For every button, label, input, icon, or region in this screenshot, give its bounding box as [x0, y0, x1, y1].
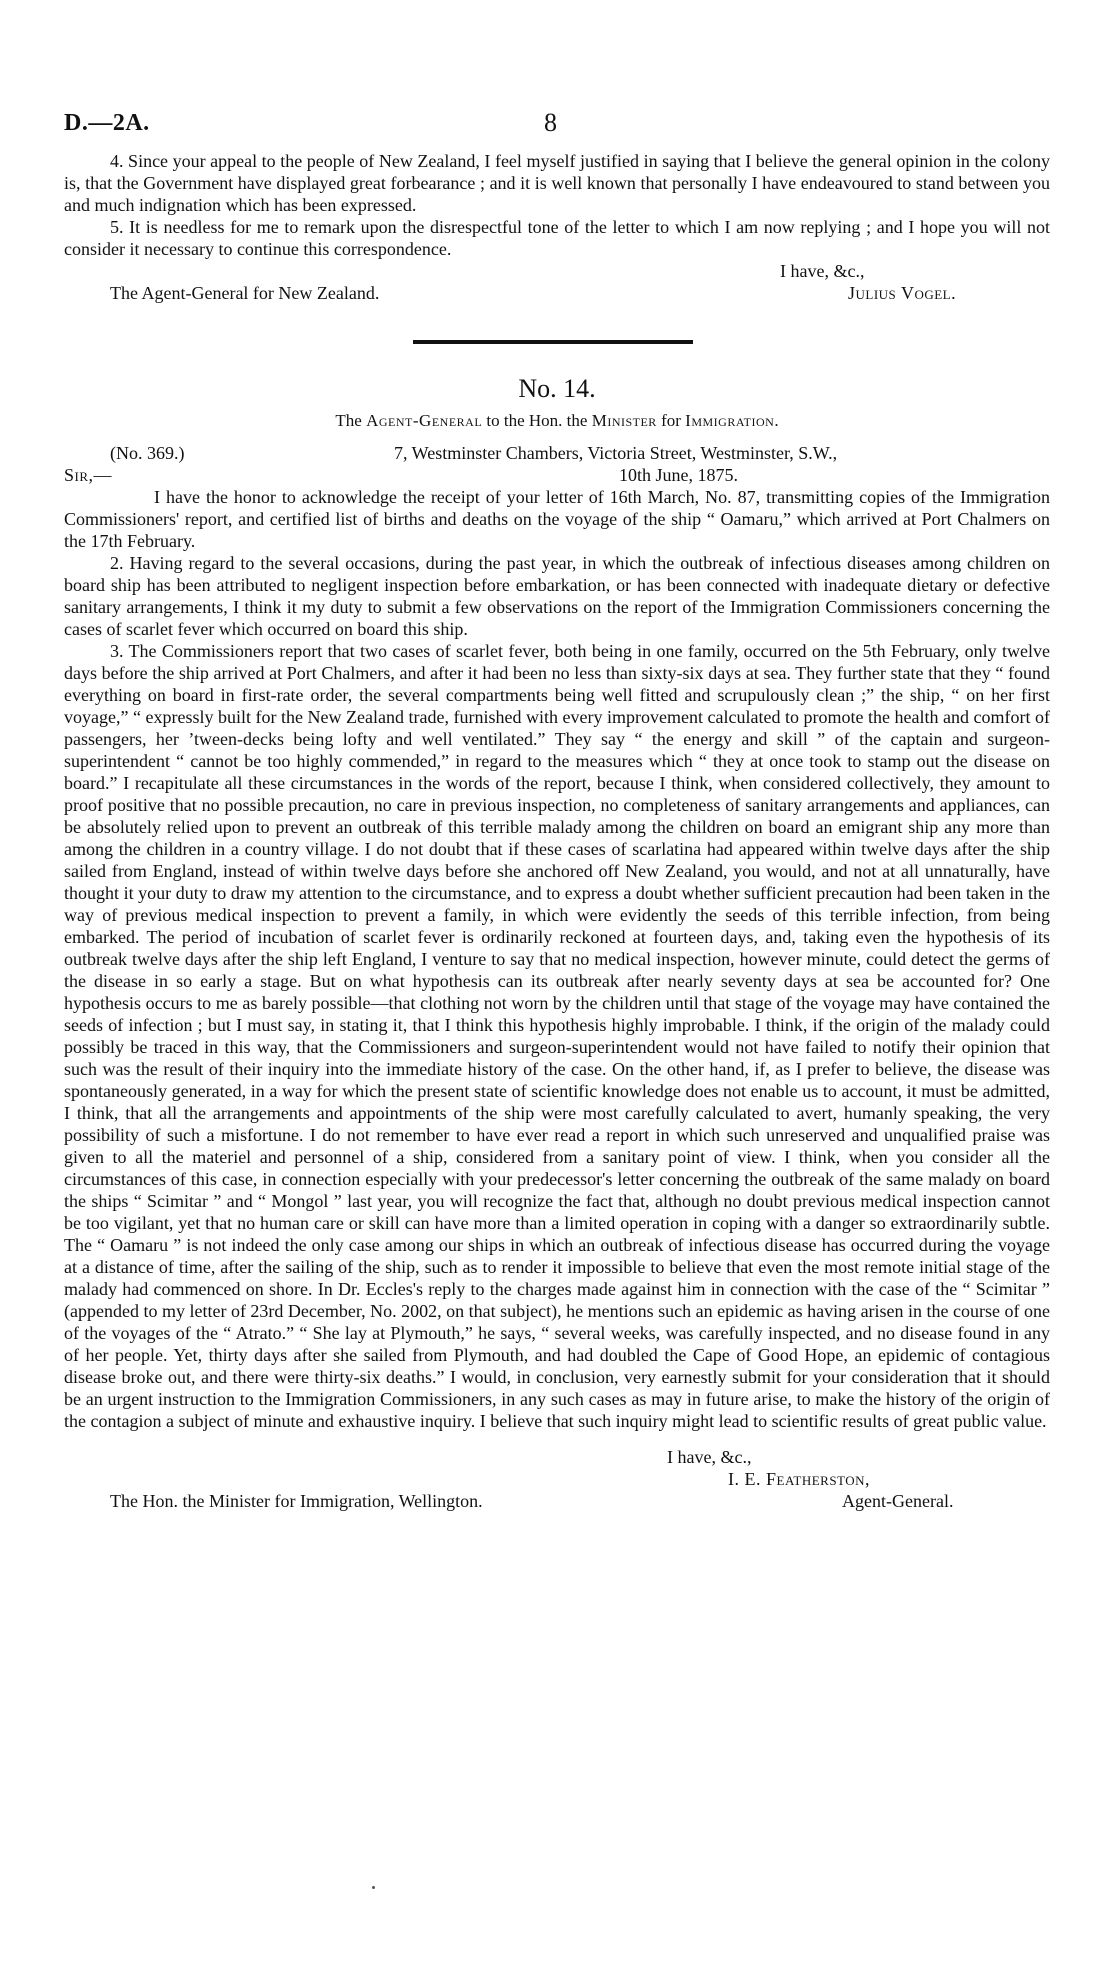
paragraph: 3. The Commissioners report that two cases of scarlet fever, both being in one family, occurred on the 5th February, only twelve days before the ship arrived at Port Chalmers, and after it had been no less than sixty-six days at sea. They further state that they “ found everything on board in first-rate order, the several compartments being well fitted and scrupulously clean ;” the ship, “ on her first voyage,” “ expressly built for the New Zealand trade, furnished with every improvement calculated to promote the health and comfort of passengers, her ’tween-decks being lofty and well ventilated.” They say “ the energy and skill ” of the captain and surgeon-superintendent “ cannot be too highly commended,” in regard to the measures which “ they at once took to stamp out the disease on board.” I recapitulate all these circumstances in the words of the report, because I think, when considered collectively, they amount to proof positive that no possible precaution, no care in previous inspection, no completeness of sanitary arrangements and appliances, can be absolutely relied upon to prevent an outbreak of this terrible malady among the children on board an emigrant ship any more than among the children in a country village. I do not doubt that if these cases of scarlatina had appeared within twelve days after the ship sailed from England, instead of within twelve days before she anchored off New Zealand, you would, and not at all unnaturally, have thought it your duty to draw my attention to the circumstance, and to express a doubt whether sufficient precaution had been taken in the way of previous medical inspection to prevent a family, in which were evidently the seeds of this terrible infection, from being embarked. The period of incubation of scarlet fever is ordinarily reckoned at fourteen days, and, taking even the hypothesis of its outbreak twelve days after the ship left England, I venture to say that no medical inspection, however minute, could detect the germs of the disease in so early a stage. But on what hypothesis can its outbreak after nearly seventy days at sea be accounted for? One hypothesis occurs to me as barely possible—that clothing not worn by the children until that stage of the voyage may have contained the seeds of infection ; but I must say, in stating it, that I think this hypothesis highly improbable. I think, if the origin of the malady could possibly be traced in this way, that the Commissioners and surgeon-superintendent would not have failed to notify their opinion that such was the result of their inquiry into the immediate history of the case. On the other hand, if, as I prefer to believe, the disease was spontaneously generated, in a way for which the present state of scientific knowledge does not enable us to account, it must be admitted, I think, that all the arrangements and appointments of the ship were most carefully calculated to avert, humanly speaking, the very possibility of such a misfortune. I do not remember to have ever read a report in which such unreserved and unqualified praise was given to all the materiel and personnel of a ship, considered from a sanitary point of view. I think, when you consider all the circumstances of this case, in connection especially with your predecessor's letter concerning the outbreak of the same malady on board the ships “ Scimitar ” and “ Mongol ” last year, you will recognize the fact that, although no doubt previous medical inspection cannot be too vigilant, yet that no human care or skill can have more than a limited operation in coping with a danger so extraordinarily subtle. The “ Oamaru ” is not indeed the only case among our ships in which an outbreak of infectious disease has occurred during the voyage at a distance of time, after the sailing of the ship, such as to render it impossible to believe that even the most remote initial stage of the malady had commenced on shore. In Dr. Eccles's reply to the charges made against him in connection with the case of the “ Scimitar ” (appended to my letter of 23rd December, No. 2002, on that subject), he mentions such an epidemic as having arisen in the course of one of the voyages of the “ Atrato.” “ She lay at Plymouth,” he says, “ several weeks, was carefully inspected, and no disease found in any of her people. Yet, thirty days after she sailed from Plymouth, and had doubled the Cape of Good Hope, an epidemic of contagious disease broke out, and there were thirty-six deaths.” I would, in conclusion, very earnestly submit for your consideration that it should be an urgent instruction to the Immigration Commissioners, in any such cases as may in future arise, to make the history of the origin of the contagion a subject of minute and exhaustive inquiry. I believe that such inquiry might lead to scientific results of great public value. [64, 641, 1050, 1431]
paragraph: 2. Having regard to the several occasions, during the past year, in which the outbreak of infectious diseases among children on board ship has been attributed to negligent inspection before embarkation, or has been connected with inadequate dietary or defective sanitary arrangements, I think it my duty to submit a few observations on the report of the Immigration Commissioners concerning the cases of scarlet fever which occurred on board this ship. [64, 553, 1050, 639]
heading-recipient: Minister [591, 411, 657, 430]
reference-row [64, 442, 1050, 464]
stray-mark [372, 1886, 375, 1889]
heading-text: for [656, 411, 686, 430]
page-header [64, 100, 1050, 144]
paragraph: I have the honor to acknowledge the receipt of your letter of 16th March, No. 87, transmitting copies of the Immigration Commissioners' report, and certified list of births and deaths on the voyage of the ship “ Oamaru,” which arrived at Port Chalmers on the 17th February. [64, 487, 1050, 551]
paragraph: 5. It is needless for me to remark upon the disrespectful tone of the letter to which I am now replying ; and I hope you will not consider it necessary to continue this correspondence. [64, 217, 1050, 259]
document-reference: D.—2A. [64, 110, 150, 136]
heading-sender: Agent-General [366, 411, 483, 430]
addressee: The Hon. the Minister for Immigration, Wellington. [110, 1491, 483, 1511]
heading-department: Immigration [685, 411, 775, 430]
document-page [64, 100, 1050, 1512]
letter-two [64, 442, 1050, 1512]
addressee: The Agent-General for New Zealand. [110, 283, 380, 303]
letter-one [64, 150, 1050, 304]
addressee-row [64, 1490, 1050, 1512]
section-divider [413, 340, 693, 344]
paragraph: 4. Since your appeal to the people of New Zealand, I feel myself justified in saying that I believe the general opinion in the colony is, that the Government have displayed great forbearance ; and it is well known that personally I have endeavoured to stand between you and much indignation which has been expressed. [64, 151, 1050, 215]
letter-heading [64, 410, 1050, 432]
signatory: I. E. Featherston, [728, 1469, 871, 1489]
salutation: Sir,— [64, 465, 113, 485]
signature: Julius Vogel. [848, 283, 957, 303]
heading-text: The [335, 411, 367, 430]
date-row [64, 464, 1050, 486]
heading-text: . [774, 411, 779, 430]
sender-address: 7, Westminster Chambers, Victoria Street, Westminster, S.W., [394, 443, 838, 463]
page-number: 8 [544, 108, 557, 137]
letter-date: 10th June, 1875. [619, 465, 738, 485]
signatory-title: Agent-General. [842, 1491, 954, 1511]
letter-reference-number: (No. 369.) [110, 443, 185, 463]
signature-row [64, 282, 1050, 304]
closing: I have, &c., [667, 1447, 752, 1467]
closing-row [64, 260, 1050, 282]
heading-text: to the Hon. the [482, 411, 592, 430]
closing-row [64, 1446, 1050, 1468]
letter-number: No. 14. [518, 374, 596, 403]
signatory-row [64, 1468, 1050, 1490]
closing: I have, &c., [780, 261, 865, 281]
